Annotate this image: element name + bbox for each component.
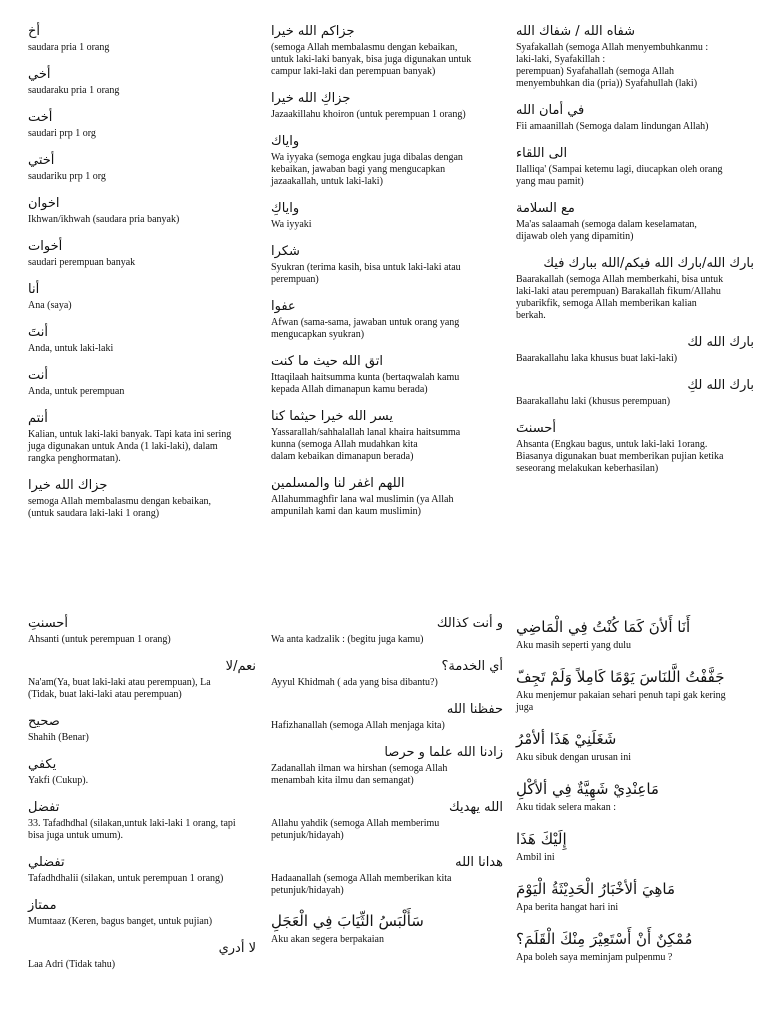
phrase-entry [28, 323, 256, 355]
translation-text: Shahih (Benar) [28, 732, 89, 743]
phrase-entry [28, 939, 256, 971]
translation-text: Ikhwan/ikhwah (saudara pria banyak) [28, 214, 180, 225]
phrase-entry [516, 254, 754, 322]
arabic-phrase: جزاكِ الله خيرا [271, 91, 351, 106]
phrase-entry [271, 853, 503, 897]
translation-text: Wa iyyaka (semoga engkau juga dibalas dengan kebaikan, jawaban bagi yang mengucapkan jazaakallah, untuk laki-laki) [271, 152, 463, 187]
phrase-entry [28, 108, 256, 140]
phrase-entry [271, 132, 503, 188]
translation-text: Syukran (terima kasih, bisa untuk laki-laki atau perempuan) [271, 262, 461, 285]
phrase-entry [28, 853, 256, 885]
translation-text: Wa iyyaki [271, 219, 312, 230]
translation-text: semoga Allah membalasmu dengan kebaikan, (untuk saudara laki-laki 1 orang) [28, 496, 212, 519]
column-top-middle [271, 22, 503, 529]
translation-text: Allahu yahdik (semoga Allah memberimu petunjuk/hidayah) [271, 818, 440, 841]
phrase-entry [28, 896, 256, 928]
phrase-entry [516, 776, 754, 814]
arabic-phrase: بارك الله/بارك الله فيكم/الله ببارك فيك [543, 256, 754, 271]
phrase-entry [516, 876, 754, 914]
translation-text: saudariku prp 1 org [28, 171, 106, 182]
arabic-phrase: زادنا الله علما و حرصا [384, 745, 503, 760]
arabic-phrase: أحسنتَ [516, 421, 556, 436]
phrase-entry [271, 700, 503, 732]
translation-text: Mumtaaz (Keren, bagus banget, untuk pujian) [28, 916, 213, 927]
arabic-phrase: مَاهِيَ ألأخْبَارُ الْحَدِيْثَةُ الْيَوْمَ [516, 880, 675, 898]
arabic-phrase: شَغَلَنِيْ هَذَا ألأمْرُ [516, 730, 617, 748]
arabic-phrase: مَاعِنْدِيْ شَهِيَّةٌ فِي ألأكْلِ [516, 780, 659, 798]
phrase-entry [271, 242, 503, 286]
arabic-phrase: يكفي [28, 757, 57, 772]
arabic-phrase: تفضلي [28, 855, 65, 870]
phrase-entry [28, 657, 256, 701]
translation-text: saudara pria 1 orang [28, 42, 110, 53]
translation-text: Ambil ini [516, 852, 555, 863]
phrase-entry [28, 476, 256, 520]
phrase-entry [28, 280, 256, 312]
arabic-phrase: اللهم اغفر لنا والمسلمين [271, 476, 405, 491]
translation-text: Apa berita hangat hari ini [516, 902, 619, 913]
phrase-entry [28, 194, 256, 226]
translation-text: Wa anta kadzalik : (begitu juga kamu) [271, 634, 424, 645]
translation-text: Aku menjemur pakaian sehari penuh tapi gak kering juga [516, 690, 726, 713]
arabic-phrase: شفاه الله / شفاك الله [516, 24, 635, 39]
phrase-entry [28, 151, 256, 183]
phrase-entry [516, 726, 754, 764]
translation-text: Apa boleh saya meminjam pulpenmu ? [516, 952, 673, 963]
arabic-phrase: أي الخدمة؟ [441, 659, 503, 674]
phrase-entry [271, 297, 503, 341]
phrase-entry [516, 826, 754, 864]
phrase-entry [271, 199, 503, 231]
phrase-entry [271, 352, 503, 396]
column-bottom-right [516, 614, 754, 976]
phrase-entry [516, 376, 754, 408]
phrase-entry [28, 366, 256, 398]
arabic-phrase: أخت [28, 110, 53, 125]
phrase-entry [271, 407, 503, 463]
translation-text: Aku masih seperti yang dulu [516, 640, 631, 651]
phrase-entry [271, 798, 503, 842]
arabic-phrase: لا أدري [218, 941, 256, 956]
translation-text: Ma'as salaamah (semoga dalam keselamatan, dijawab oleh yang dipamitin) [516, 219, 697, 242]
translation-text: Ahsanta (Engkau bagus, untuk laki-laki 1orang. Biasanya digunakan buat memberikan pujian ketika seseorang melakukan keberhasilan) [516, 439, 724, 474]
translation-text: saudari prp 1 org [28, 128, 96, 139]
translation-text: saudaraku pria 1 orang [28, 85, 120, 96]
phrase-entry [28, 798, 256, 842]
translation-text: Anda, untuk laki-laki [28, 343, 114, 354]
arabic-phrase: أنت [28, 368, 48, 383]
translation-text: 33. Tafadhdhal (silakan,untuk laki-laki 1 orang, tapi bisa juga untuk umum). [28, 818, 236, 841]
arabic-phrase: مُمْكِنٌ أَنْ أَسْتَعِيْرَ مِنْكَ الْقَلَمَ؟ [516, 930, 693, 948]
translation-text: Ahsanti (untuk perempuan 1 orang) [28, 634, 171, 645]
arabic-phrase: ممتاز [28, 898, 57, 913]
translation-text: saudari perempuan banyak [28, 257, 136, 268]
translation-text: Kalian, untuk laki-laki banyak. Tapi kata ini sering juga digunakan untuk Anda (1 laki-laki), dalam rangka penghormatan). [28, 429, 232, 464]
translation-text: Hafizhanallah (semoga Allah menjaga kita) [271, 720, 445, 731]
phrase-entry [28, 614, 256, 646]
translation-text: Baarakallah (semoga Allah memberkahi, bisa untuk laki-laki atau perempuan) Barakallah fikum/Allahu yubarikfik, semoga Allah memberikan kalian berkah. [516, 274, 724, 321]
arabic-phrase: في أمان الله [516, 103, 585, 118]
arabic-phrase: أخ [28, 24, 41, 39]
arabic-phrase: اخوان [28, 196, 60, 211]
arabic-phrase: جزاك الله خيرا [28, 478, 108, 493]
column-bottom-left [28, 614, 256, 982]
translation-text: Afwan (sama-sama, jawaban untuk orang yang mengucapkan syukran) [271, 317, 460, 340]
arabic-phrase: بارك الله لكِ [687, 378, 754, 393]
translation-text: Ayyul Khidmah ( ada yang bisa dibantu?) [271, 677, 438, 688]
translation-text: Jazaakillahu khoiron (untuk perempuan 1 orang) [271, 109, 466, 120]
phrase-entry [271, 743, 503, 787]
phrase-entry [516, 419, 754, 475]
translation-text: Aku tidak selera makan : [516, 802, 616, 813]
arabic-phrase: واياك [271, 134, 300, 149]
translation-text: Syafakallah (semoga Allah menyembuhkanmu : laki-laki, Syafakillah : perempuan) Syafahallah (semoga Allah menyembuhkan dia (pria)) Syafahullah (laki) [516, 42, 709, 89]
arabic-phrase: إِلَيْكَ هَذَا [516, 830, 567, 848]
column-top-left [28, 22, 256, 531]
translation-text: Aku akan segera berpakaian [271, 934, 384, 945]
translation-text: Tafadhdhalii (silakan, untuk perempuan 1 orang) [28, 873, 224, 884]
phrase-entry [271, 614, 503, 646]
column-top-right [516, 22, 754, 486]
translation-text: Baarakallahu laka khusus buat laki-laki) [516, 353, 678, 364]
phrase-entry [271, 908, 503, 946]
arabic-phrase: اتق الله حيث ما كنت [271, 354, 383, 369]
arabic-phrase: بارك الله لك [687, 335, 754, 350]
arabic-phrase: واياكِ [271, 201, 300, 216]
translation-text: Na'am(Ya, buat laki-laki atau perempuan), La (Tidak, buat laki-laki atau perempuan) [28, 677, 211, 700]
arabic-phrase: نعم/لا [225, 659, 256, 674]
arabic-phrase: أنتَ [28, 325, 48, 340]
phrase-entry [271, 474, 503, 518]
translation-text: Aku sibuk dengan urusan ini [516, 752, 631, 763]
phrase-entry [271, 89, 503, 121]
arabic-phrase: هدانا الله [455, 855, 503, 870]
arabic-phrase: الله يهديك [449, 800, 503, 815]
arabic-phrase: أنتم [28, 411, 48, 426]
arabic-phrase: مع السلامة [516, 201, 575, 216]
translation-text: Ana (saya) [28, 300, 72, 311]
arabic-phrase: شكرا [271, 244, 300, 259]
arabic-phrase: سَأَلْبَسُ الثِّيَابَ فِي الْعَجَلِ [271, 912, 424, 930]
phrase-entry [28, 409, 256, 465]
arabic-phrase: أنا [28, 282, 40, 297]
phrase-entry [271, 657, 503, 689]
phrase-entry [28, 237, 256, 269]
translation-text: Fii amaanillah (Semoga dalam lindungan Allah) [516, 121, 709, 132]
phrase-entry [271, 22, 503, 78]
translation-text: Hadaanallah (semoga Allah memberikan kita petunjuk/hidayah) [271, 873, 452, 896]
arabic-phrase: الى اللقاء [516, 146, 568, 161]
translation-text: Laa Adri (Tidak tahu) [28, 959, 116, 970]
translation-text: Allahummaghfir lana wal muslimin (ya Allah ampunilah kami dan kaum muslimin) [271, 494, 454, 517]
arabic-phrase: يسر الله خيرا حيثما كنا [271, 409, 393, 424]
phrase-entry [28, 22, 256, 54]
column-bottom-middle [271, 614, 503, 957]
phrase-entry [516, 664, 754, 714]
phrase-entry [28, 755, 256, 787]
translation-text: (semoga Allah membalasmu dengan kebaikan, untuk laki-laki banyak, bisa juga digunakan untuk campur laki-laki dan perempuan banyak) [271, 42, 472, 77]
phrase-entry [516, 199, 754, 243]
phrase-entry [516, 101, 754, 133]
phrase-entry [516, 614, 754, 652]
phrase-entry [516, 22, 754, 90]
arabic-phrase: أخي [28, 67, 51, 82]
arabic-phrase: و أنت كذالك [436, 616, 503, 631]
translation-text: Anda, untuk perempuan [28, 386, 125, 397]
phrase-entry [516, 926, 754, 964]
translation-text: Ilalliqa' (Sampai ketemu lagi, diucapkan oleh orang yang mau pamit) [516, 164, 723, 187]
arabic-phrase: أختي [28, 153, 55, 168]
translation-text: Yassarallah/sahhalallah lanal khaira haitsumma kunna (semoga Allah mudahkan kita dalam kebaikan dimanapun berada) [271, 427, 461, 462]
translation-text: Yakfi (Cukup). [28, 775, 89, 786]
arabic-phrase: أَنَا أَلأنَ كَمَا كُنْتُ فِي الْمَاضِي [516, 618, 691, 636]
phrase-entry [28, 712, 256, 744]
arabic-phrase: جزاكم الله خيرا [271, 24, 355, 39]
arabic-phrase: أخوات [28, 239, 63, 254]
arabic-phrase: صحيح [28, 714, 60, 729]
translation-text: Ittaqilaah haitsumma kunta (bertaqwalah kamu kepada Allah dimanapun kamu berada) [271, 372, 460, 395]
translation-text: Baarakallahu laki (khusus perempuan) [516, 396, 671, 407]
arabic-phrase: عفوا [271, 299, 296, 314]
arabic-phrase: تفضل [28, 800, 60, 815]
arabic-phrase: حفظنا الله [446, 702, 503, 717]
arabic-phrase: جَفَّفْتُ الَّلنَاسَ يَوْمًا كَامِلاً وَلَمْ تَجِفّ [516, 668, 725, 686]
translation-text: Zadanallah ilman wa hirshan (semoga Allah menambah kita ilmu dan semangat) [271, 763, 448, 786]
phrase-entry [516, 333, 754, 365]
arabic-phrase: أحسنتِ [28, 616, 68, 631]
phrase-entry [516, 144, 754, 188]
phrase-entry [28, 65, 256, 97]
